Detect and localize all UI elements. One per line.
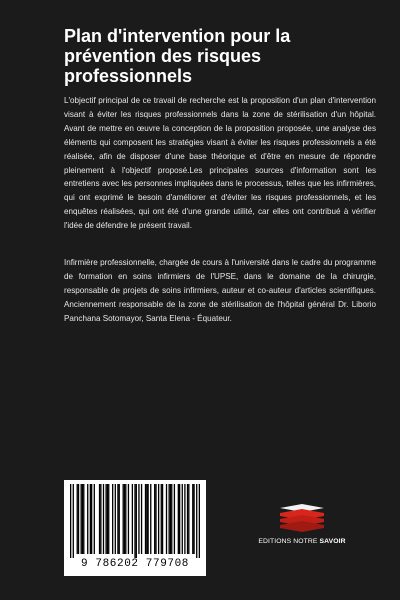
barcode-bar bbox=[155, 484, 156, 554]
barcode-bar bbox=[99, 484, 100, 554]
barcode-bar bbox=[128, 484, 129, 554]
barcode-bar bbox=[179, 484, 180, 554]
barcode-bar bbox=[117, 484, 118, 554]
publisher-name-prefix: EDITIONS NOTRE bbox=[258, 538, 318, 545]
barcode-bar bbox=[145, 484, 146, 554]
isbn-digits: 9 786202 779708 bbox=[80, 558, 190, 570]
author-bio: Infirmière professionnelle, chargée de cours à l'université dans le cadre du programme de formation en soins infirmiers de l'UPSE, dans le domaine de la chirurgie, responsable de projets de soins infirmiers, auteur et co-auteur d'articles scientifiques. Anciennement responsable de la zone de stérilisation de l'hôpital général Dr. Liborio Panchana Sotomayor, Santa Elena - Équateur. bbox=[64, 258, 376, 323]
barcode-bar bbox=[166, 484, 167, 554]
barcode-bar bbox=[178, 484, 179, 554]
barcode-bar bbox=[107, 484, 108, 554]
barcode-bar bbox=[182, 484, 183, 554]
barcode-bar bbox=[87, 484, 88, 554]
barcode-bar bbox=[115, 484, 116, 554]
barcode-bar bbox=[73, 484, 74, 558]
book-title: Plan d'intervention pour la prévention des risques professionnels bbox=[64, 26, 291, 86]
publisher-name bbox=[252, 538, 352, 545]
barcode-bar bbox=[196, 484, 197, 558]
barcode-bar bbox=[170, 484, 171, 554]
barcode-bar bbox=[90, 484, 91, 554]
barcode-bar bbox=[91, 484, 92, 554]
barcode-bar bbox=[147, 484, 148, 554]
barcode-bar bbox=[105, 484, 106, 554]
barcode-bar bbox=[161, 484, 162, 554]
barcode-bar bbox=[162, 484, 163, 554]
barcode-bar bbox=[192, 484, 193, 554]
barcode-bar bbox=[158, 484, 159, 554]
barcode-bar bbox=[199, 484, 200, 558]
isbn-barcode bbox=[64, 480, 206, 576]
book-abstract: L'objectif principal de ce travail de recherche est la proposition d'un plan d'intervention visant à éviter les risques professionnels dans la zone de stérilisation d'un hôpital. Avant de mettre en œuvre la conception de la proposition proposée, une analyse des éléments qui composent les stratégies visant à éviter les risques professionnels a été réalisée, afin de disposer d'une base théorique et d'être en mesure de répondre pleinement à l'objectif proposé.Les principales sources d'information sont les entretiens avec les personnes impliquées dans le processus, telles que les infirmières, qui ont exprimé le besoin d'améliorer et d'éviter les risques professionnels, et les enquêtes réalisées, qui ont été d'une grande utilité, car elles ont contribué à vérifier l'idée de défendre le présent travail. bbox=[64, 96, 376, 231]
barcode-bar bbox=[154, 484, 155, 554]
stacked-books-logo-icon bbox=[278, 504, 326, 534]
barcode-bar bbox=[141, 484, 142, 554]
barcode-bar bbox=[187, 484, 188, 554]
barcode-bar bbox=[171, 484, 172, 554]
barcode-bar bbox=[138, 484, 139, 554]
barcode-bar bbox=[81, 484, 82, 554]
barcode-bar bbox=[184, 484, 185, 554]
barcode-bar bbox=[134, 484, 135, 558]
barcode-bar bbox=[70, 484, 71, 558]
barcode-bar bbox=[146, 484, 147, 554]
barcode-bar bbox=[77, 484, 78, 554]
barcode-bar bbox=[150, 484, 151, 554]
barcode-bar bbox=[83, 484, 84, 554]
barcode-bar bbox=[168, 484, 169, 554]
barcode-bars bbox=[70, 484, 200, 558]
barcode-bar bbox=[123, 484, 124, 554]
barcode-bar bbox=[82, 484, 83, 554]
barcode-bar bbox=[112, 484, 113, 554]
barcode-bar bbox=[119, 484, 120, 554]
barcode-bar bbox=[103, 484, 104, 554]
barcode-bar bbox=[174, 484, 175, 554]
barcode-bar bbox=[100, 484, 101, 554]
barcode-bar bbox=[132, 484, 133, 554]
publisher-name-bold: SAVOIR bbox=[319, 538, 346, 545]
barcode-bar bbox=[193, 484, 194, 554]
publisher-logo bbox=[252, 504, 352, 564]
barcode-bar bbox=[125, 484, 126, 554]
barcode-bar bbox=[124, 484, 125, 554]
barcode-bar bbox=[188, 484, 189, 554]
barcode-bar bbox=[136, 484, 137, 558]
barcode-bar bbox=[108, 484, 109, 554]
barcode-bar bbox=[78, 484, 79, 554]
barcode-bar bbox=[94, 484, 95, 554]
